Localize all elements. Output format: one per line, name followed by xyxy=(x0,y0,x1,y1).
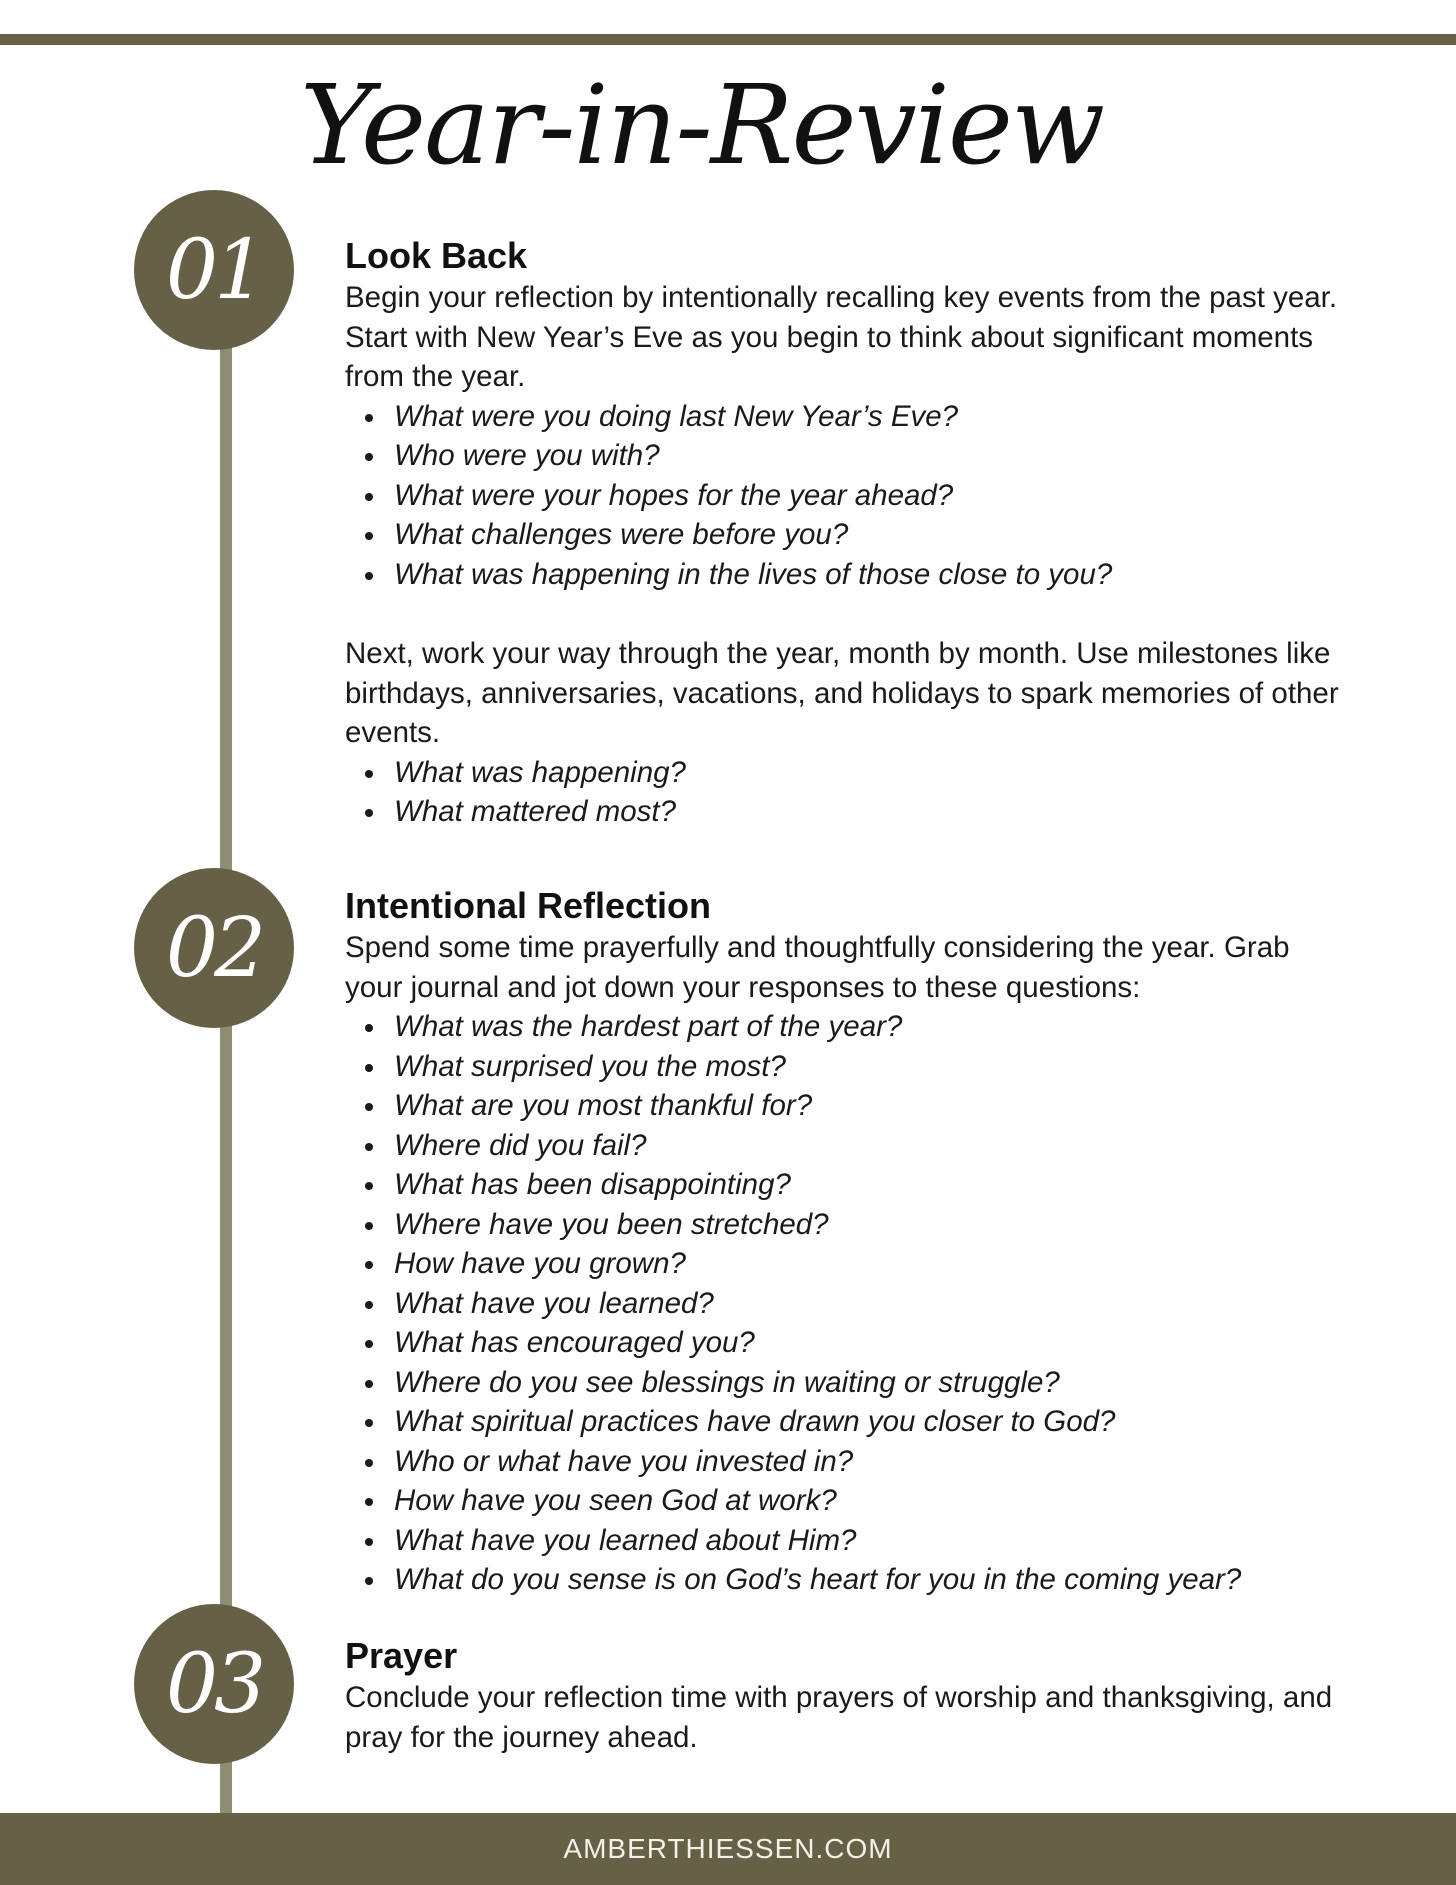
list-item: What have you learned? xyxy=(394,1284,1345,1324)
list-item: What were your hopes for the year ahead? xyxy=(394,476,1345,516)
list-item: What spiritual practices have drawn you closer to God? xyxy=(394,1402,1345,1442)
section-look-back xyxy=(345,234,1345,832)
list-item: Where have you been stretched? xyxy=(394,1205,1345,1245)
question-list xyxy=(345,397,1345,595)
section-intro: Conclude your reflection time with prayers of worship and thanksgiving, and pray for the journey ahead. xyxy=(345,1681,1333,1754)
section-intentional-reflection xyxy=(345,884,1345,1600)
step-2-number-badge: 02 xyxy=(134,868,294,1028)
page-title: Year-in-Review xyxy=(300,61,1104,189)
list-item: What challenges were before you? xyxy=(394,515,1345,555)
section-intro: Begin your reflection by intentionally recalling key events from the past year. Start with New Year’s Eve as you begin to think about significant moments from the year. xyxy=(345,281,1338,393)
list-item: What mattered most? xyxy=(394,792,1345,832)
list-item: What are you most thankful for? xyxy=(394,1086,1345,1126)
list-item: Who or what have you invested in? xyxy=(394,1442,1345,1482)
section-heading: Prayer xyxy=(345,1635,458,1676)
list-item: How have you seen God at work? xyxy=(394,1481,1345,1521)
list-item: What were you doing last New Year’s Eve? xyxy=(394,397,1345,437)
question-list xyxy=(345,1007,1345,1600)
list-item: Who were you with? xyxy=(394,436,1345,476)
footer-website: AMBERTHIESSEN.COM xyxy=(0,1813,1456,1885)
step-3-number-badge: 03 xyxy=(134,1604,294,1764)
list-item: What was the hardest part of the year? xyxy=(394,1007,1345,1047)
section-prayer xyxy=(345,1634,1345,1757)
list-item: What was happening in the lives of those close to you? xyxy=(394,555,1345,595)
list-item: What do you sense is on God’s heart for you in the coming year? xyxy=(394,1560,1345,1600)
section-intro: Spend some time prayerfully and thoughtfully considering the year. Grab your journal and jot down your responses to these questions: xyxy=(345,931,1290,1004)
top-border-bar xyxy=(0,34,1456,45)
section-heading: Intentional Reflection xyxy=(345,885,712,926)
list-item: What has encouraged you? xyxy=(394,1323,1345,1363)
section-intro-2: Next, work your way through the year, month by month. Use milestones like birthdays, anniversaries, vacations, and holidays to spark memories of other events. xyxy=(345,637,1339,749)
step-1-number-badge: 01 xyxy=(134,190,294,350)
list-item: Where did you fail? xyxy=(394,1126,1345,1166)
list-item: What has been disappointing? xyxy=(394,1165,1345,1205)
list-item: How have you grown? xyxy=(394,1244,1345,1284)
spacer xyxy=(345,594,1345,634)
question-list-2 xyxy=(345,753,1345,832)
list-item: What was happening? xyxy=(394,753,1345,793)
list-item: What surprised you the most? xyxy=(394,1047,1345,1087)
list-item: What have you learned about Him? xyxy=(394,1521,1345,1561)
timeline-line xyxy=(220,300,232,1820)
list-item: Where do you see blessings in waiting or struggle? xyxy=(394,1363,1345,1403)
section-heading: Look Back xyxy=(345,235,528,276)
